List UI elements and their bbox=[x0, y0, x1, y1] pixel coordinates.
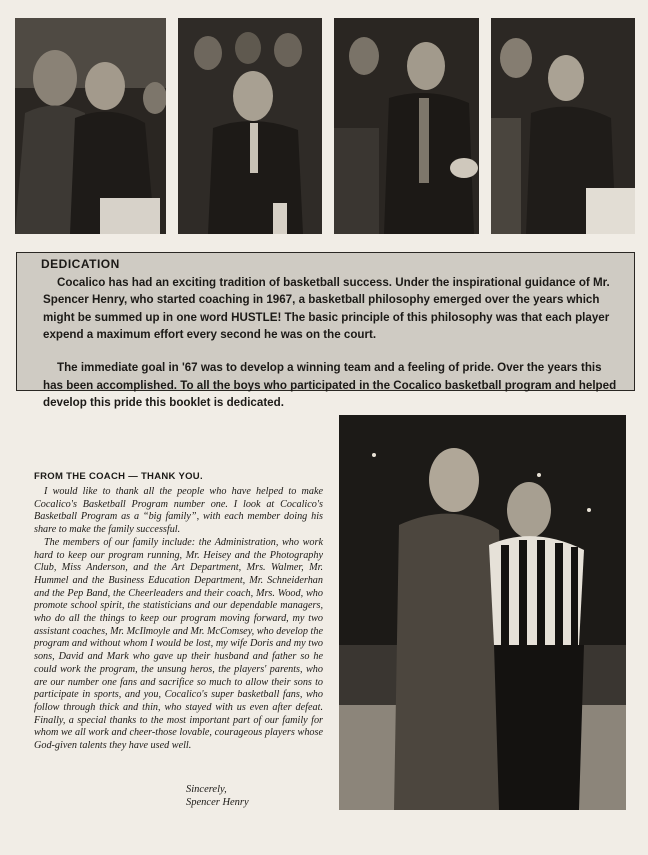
signoff bbox=[186, 783, 249, 809]
signature: Spencer Henry bbox=[186, 797, 249, 808]
closing: Sincerely, bbox=[186, 784, 227, 795]
coach-bench-photo-3 bbox=[334, 18, 479, 234]
coach-letter-paragraph-2: The members of our family include: the Administration, who work hard to keep our program running, Mr. Heisey and the Photography Club, Miss Anderson, and the Art Department, Mrs. Walmer, Mr. Hummel and the Business Education Department, Mr. Schneiderhan and the Pep Band, the Cheerleaders and their coach, Mrs. Wood, who promote school spirit, the statisticians and our dependable managers, who do all the things to keep our program moving forward, my two assistant coaches, Mr. McIlmoyle and Mr. McComsey, who develop the program and without whom I would be lost, my wife Doris and my two sons, David and Mark who gave up their husband and father so he could work the program, the unsung heros, the players' parents, who are our number one fans and sacrifice so much to allow their sons to participate in sports, and you, Cocalico's super basketball fans, who follow through thick and thin, who stayed with us even after defeat. Finally, a special thanks to the most important part of our family for whom we all work and cheer-those lovable, courageous players whose God-given talents they have used well. bbox=[34, 536, 323, 752]
coach-bench-photo-4 bbox=[491, 18, 635, 234]
coach-referee-photo bbox=[339, 415, 626, 810]
dedication-paragraph-2: The immediate goal in '67 was to develop a winning team and a feeling of pride. Over the years this has been accomplished. To all the boys who participated in the Cocalico basketball program and helped develop this pride this booklet is dedicated. bbox=[43, 360, 617, 410]
coach-bench-photo-1 bbox=[15, 18, 166, 234]
coach-letter-paragraph-1: I would like to thank all the people who have helped to make Cocalico's Basketball Program number one. I look at Cocalico's Basketball Program as a “big family”, with each member doing his share to make the family successful. bbox=[34, 486, 323, 536]
coach-bench-photo-2 bbox=[178, 18, 322, 234]
dedication-paragraph-1: Cocalico has had an exciting tradition of basketball success. Under the inspirational guidance of Mr. Spencer Henry, who started coaching in 1967, a basketball philosophy emerged over the years which might be summed up in one word HUSTLE! The basic principle of this philosophy was that each player expend a maximum effort every second he was on the court. bbox=[43, 275, 610, 342]
coach-letter-body bbox=[34, 486, 323, 753]
dedication-title: DEDICATION bbox=[41, 257, 120, 271]
coach-letter-title: FROM THE COACH — THANK YOU. bbox=[34, 471, 203, 482]
dedication-box bbox=[16, 252, 635, 410]
